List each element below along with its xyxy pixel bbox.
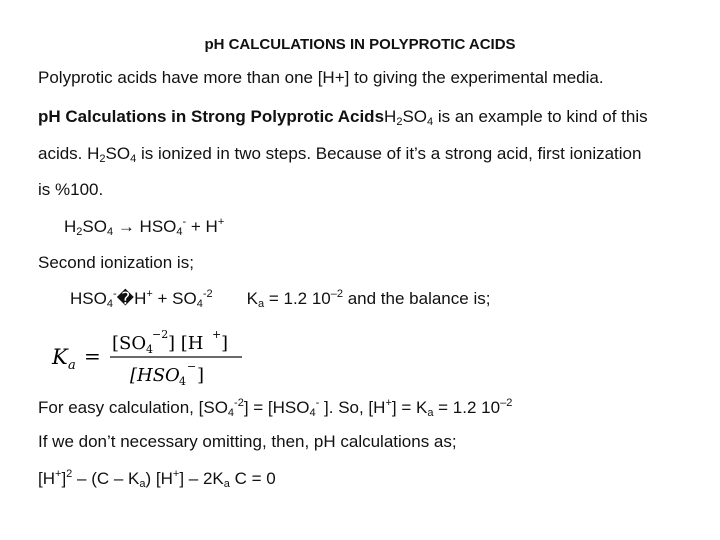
final-d-sup: + [172, 468, 180, 480]
strong-acid-line [38, 107, 648, 128]
example-text: is an example to kind of this [433, 107, 648, 126]
h-letter: H [384, 107, 397, 126]
formula-num-close: ] [221, 333, 229, 354]
eq1-hso-sub: 4 [176, 226, 183, 238]
easy-d: ] = K [391, 398, 428, 417]
eq2-plus-so: + SO [152, 289, 197, 308]
formula-ka: K [52, 345, 68, 369]
easy-b: ] = [HSO [243, 398, 310, 417]
eq1-so: SO [82, 217, 107, 236]
eq2-ka: K [246, 289, 258, 308]
easy-c: ]. So, [H [319, 398, 386, 417]
formula-num-so-sup: −2 [152, 328, 169, 341]
final-c-sub: a [139, 478, 146, 490]
final-d: ) [H [145, 469, 173, 488]
intro-line [38, 68, 604, 88]
easy-e: = 1.2 10 [433, 398, 501, 417]
easy-a-sub: 4 [227, 407, 235, 419]
final-f: C = 0 [229, 469, 276, 488]
omit-text: If we don’t necessary omitting, then, pH calculations as; [38, 432, 457, 451]
formula-den-sup: − [187, 360, 197, 373]
eq2-balance: and the balance is; [343, 289, 491, 308]
formula-num-so-sub: 4 [146, 343, 153, 356]
eq1-hso-sup: - [182, 216, 187, 228]
easy-b-sub: 4 [309, 407, 316, 419]
formula-den-close: ] [197, 365, 205, 386]
is100-line [38, 180, 103, 200]
equation-1 [64, 216, 224, 238]
eq2-hso-sup: - [112, 288, 117, 300]
final-b-sup: 2 [66, 468, 73, 480]
second-ionization-line [38, 253, 194, 273]
second-text: Second ionization is; [38, 253, 194, 272]
easy-a: For easy calculation, [SO [38, 398, 228, 417]
formula-num-h: ] [H [168, 333, 204, 354]
easy-c-sup: + [385, 397, 392, 409]
eq1-h: H [64, 217, 77, 236]
eq1-h-sup: + [217, 216, 225, 228]
acids-text-c: is ionized in two steps. Because of it’s a strong acid, first ionization [136, 144, 642, 163]
eq2-ka-value: = 1.2 10 [264, 289, 331, 308]
eq1-arrow-hso: → HSO [113, 217, 177, 236]
acids-line [38, 144, 641, 165]
eq1-h-sub: 2 [76, 226, 83, 238]
intro-text: Polyprotic acids have more than one [H+] to giving the experimental media. [38, 68, 604, 87]
easy-e-sup: –2 [500, 397, 513, 409]
eq2-h: H [134, 289, 147, 308]
formula-equals: = [84, 344, 101, 368]
formula-ka-sub: a [68, 358, 76, 373]
formula-den-sub: 4 [179, 375, 186, 388]
final-c: – (C – K [72, 469, 140, 488]
is100-text: is %100. [38, 180, 104, 199]
easy-a-sup: -2 [234, 397, 244, 409]
final-e-sub: a [223, 478, 230, 490]
easy-b-sup: - [315, 397, 320, 409]
ka-formula [38, 324, 248, 388]
acids-text-b: SO [105, 144, 131, 163]
eq2-hso-sub: 4 [106, 298, 113, 310]
eq2-so-sup: -2 [202, 288, 213, 300]
omit-line [38, 432, 457, 452]
slide-title: pH CALCULATIONS IN POLYPROTIC ACIDS [204, 36, 516, 53]
so-letters: SO [402, 107, 427, 126]
acids-sub-2: 2 [99, 153, 106, 165]
eq1-so-sub: 4 [106, 226, 114, 238]
final-a: [H [38, 469, 55, 488]
eq2-ka-exp: –2 [330, 288, 343, 300]
final-e: ] – 2K [179, 469, 224, 488]
eq2-h-sup: + [146, 288, 153, 300]
sub-2: 2 [396, 116, 403, 128]
final-a-sup: + [55, 468, 62, 480]
acids-sub-4: 4 [130, 153, 137, 165]
strong-acid-heading: pH Calculations in Strong Polyprotic Acids [38, 107, 385, 126]
final-equation-line [38, 468, 276, 490]
acids-text-a: acids. H [38, 144, 100, 163]
equation-2 [70, 288, 490, 310]
sub-4: 4 [427, 116, 434, 128]
easy-d-sub: a [427, 407, 434, 419]
eq2-hso: HSO [70, 289, 107, 308]
formula-den: [HSO [130, 365, 180, 386]
formula-num-h-sup: + [212, 328, 222, 341]
eq2-missing-glyph: � [116, 289, 135, 308]
final-b: ] [61, 469, 67, 488]
eq2-so-sub: 4 [196, 298, 203, 310]
eq1-plus-h: + H [186, 217, 218, 236]
formula-num-so: [SO [112, 333, 147, 354]
eq2-ka-sub: a [257, 298, 265, 310]
easy-calc-line [38, 397, 512, 419]
